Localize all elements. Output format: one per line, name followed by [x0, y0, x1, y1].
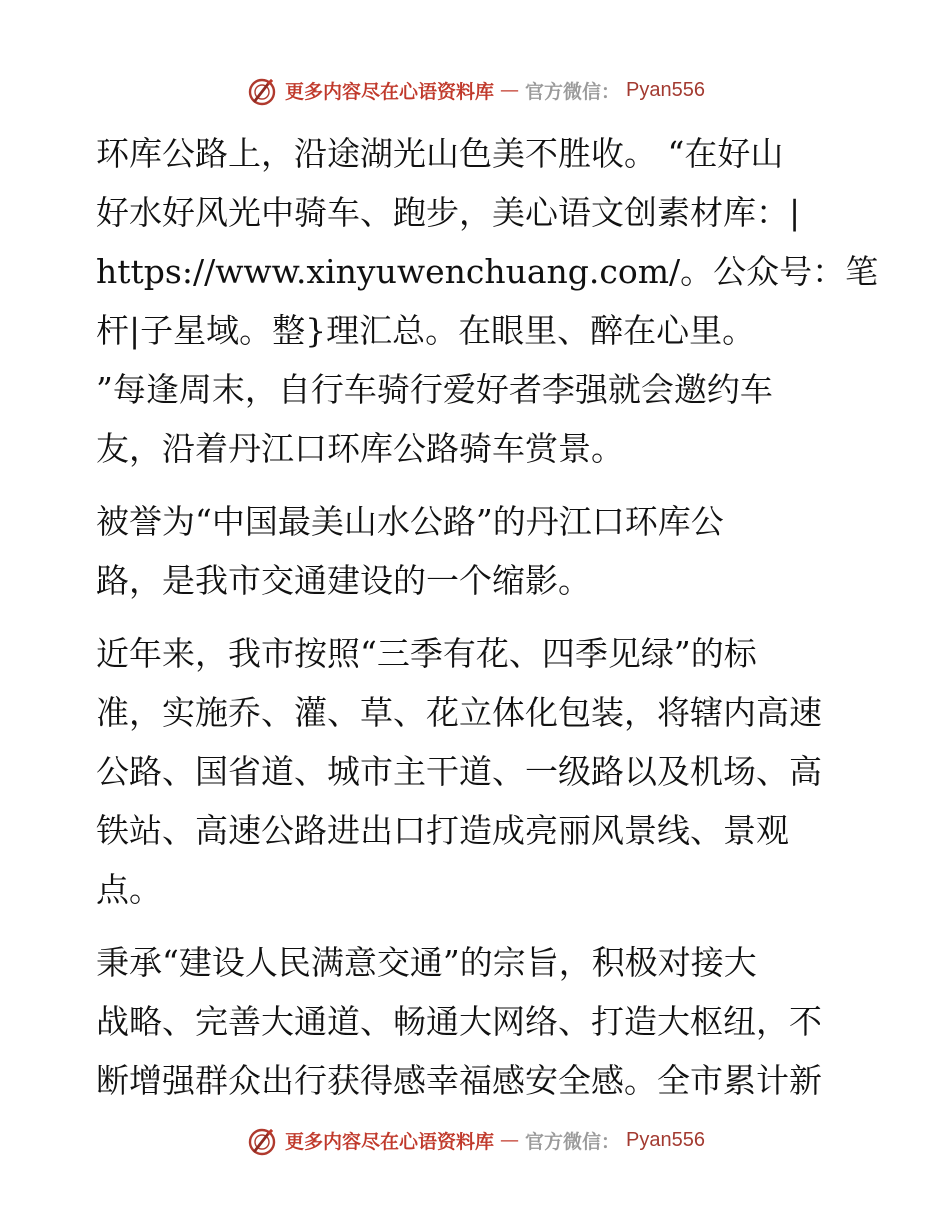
watermark-label: 官方微信：	[525, 1130, 621, 1153]
text-line: 路，是我市交通建设的一个缩影。	[96, 561, 591, 600]
header-watermark	[0, 70, 950, 110]
text-line: 友，沿着丹江口环库公路骑车赏景。	[96, 429, 624, 468]
watermark-dash: —	[500, 1129, 520, 1151]
text-line: 环库公路上，沿途湖光山色美不胜收。 “在好山	[96, 134, 784, 173]
text-line: 断增强群众出行获得感幸福感安全感。全市累计新	[96, 1061, 822, 1100]
paragraph-3	[96, 624, 856, 919]
paragraph-4	[96, 933, 856, 1110]
text-line: 铁站、高速公路进出口打造成亮丽风景线、景观	[96, 811, 789, 850]
text-line: https://www.xinyuwenchuang.com/。公众号：笔	[96, 252, 879, 291]
footer-watermark	[0, 1120, 950, 1160]
pen-logo-icon	[245, 73, 279, 107]
watermark-brand-text: 更多内容尽在心语资料库	[285, 1130, 495, 1153]
text-line: 杆|子星域。整}理汇总。在眼里、醉在心里。	[96, 311, 756, 350]
text-line: 近年来，我市按照“三季有花、四季见绿”的标	[96, 634, 757, 673]
text-line: 秉承“建设人民满意交通”的宗旨，积极对接大	[96, 943, 757, 982]
watermark-dash: —	[500, 79, 520, 101]
text-line: 好水好风光中骑车、跑步，美心语文创素材库：|	[96, 193, 801, 232]
document-body	[96, 124, 879, 1124]
text-line: 准，实施乔、灌、草、花立体化包装，将辖内高速	[96, 693, 822, 732]
paragraph-2	[96, 492, 856, 610]
text-line: 被誉为“中国最美山水公路”的丹江口环库公	[96, 502, 724, 541]
paragraph-1	[96, 124, 879, 478]
text-line: 公路、国省道、城市主干道、一级路以及机场、高	[96, 752, 822, 791]
pen-logo-icon	[245, 1123, 279, 1157]
watermark-wechat-id: Pyan556	[626, 1128, 705, 1151]
text-line: 点。	[96, 870, 162, 909]
text-line: 战略、完善大通道、畅通大网络、打造大枢纽，不	[96, 1002, 822, 1041]
watermark-brand-text: 更多内容尽在心语资料库	[285, 80, 495, 103]
text-line: ”每逢周末，自行车骑行爱好者李强就会邀约车	[96, 370, 773, 409]
watermark-wechat-id: Pyan556	[626, 78, 705, 101]
watermark-label: 官方微信：	[525, 80, 621, 103]
